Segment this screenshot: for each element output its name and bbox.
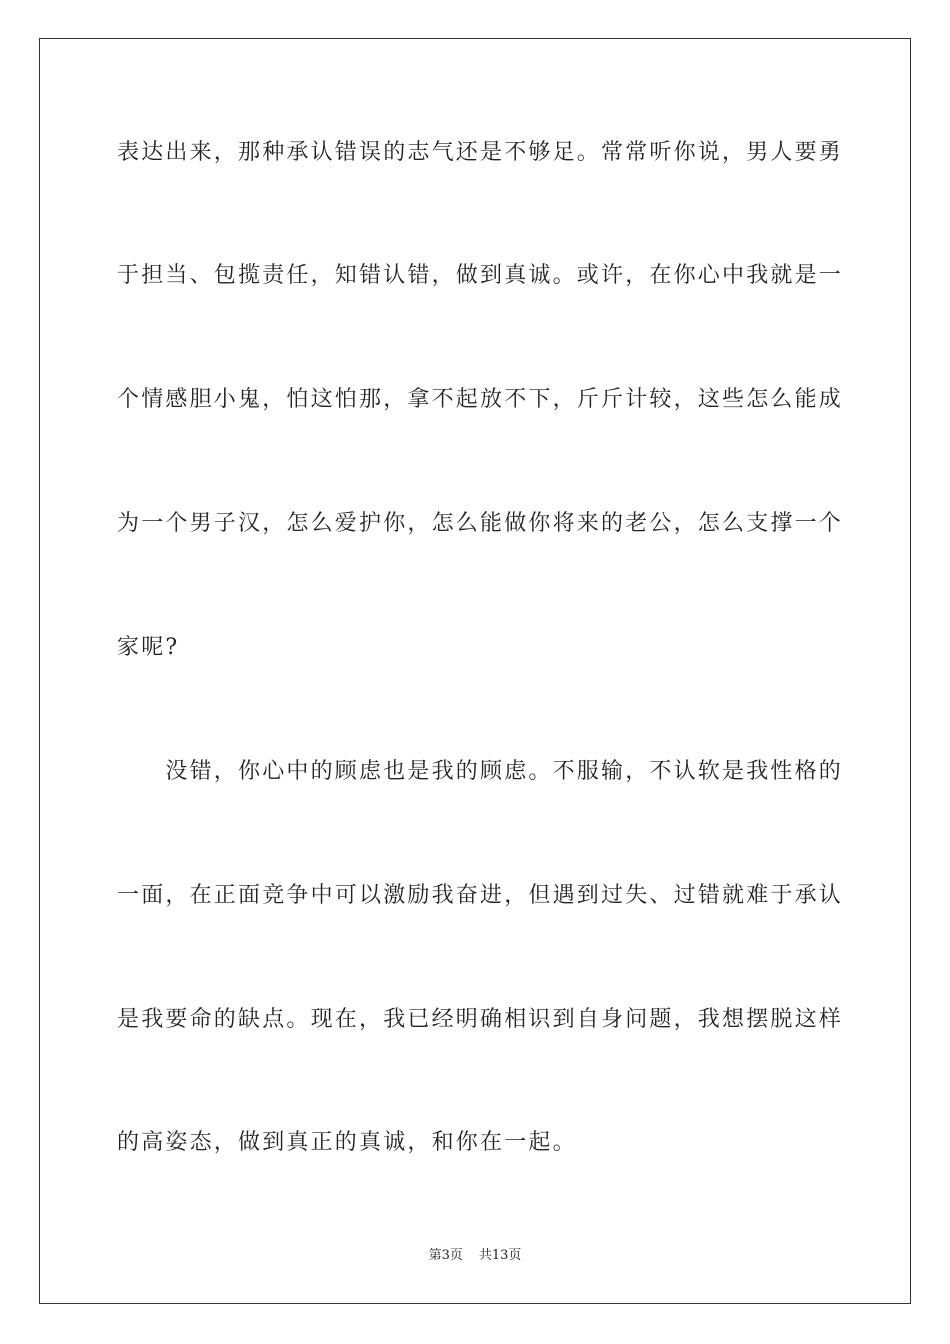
text-line-3: 个情感胆小鬼，怕这怕那，拿不起放不下，斤斤计较，这些怎么能成 xyxy=(117,387,844,412)
text-line-5: 家呢? xyxy=(117,635,180,660)
text-line-6: 没错，你心中的顾虑也是我的顾虑。不服输，不认软是我性格的 xyxy=(117,759,844,784)
text-line-7: 一面，在正面竞争中可以激励我奋进，但遇到过失、过错就难于承认 xyxy=(117,883,844,908)
text-line-1: 表达出来，那种承认错误的志气还是不够足。常常听你说，男人要勇 xyxy=(117,140,844,165)
text-line-2: 于担当、包揽责任，知错认错，做到真诚。或许，在你心中我就是一 xyxy=(117,263,844,288)
page-total: 共13页 xyxy=(478,1248,522,1263)
page-number: 第3页 xyxy=(428,1248,463,1263)
text-line-9: 的高姿态，做到真正的真诚，和你在一起。 xyxy=(117,1130,577,1155)
page-footer xyxy=(0,1248,950,1264)
text-line-4: 为一个男子汉，怎么爱护你，怎么能做你将来的老公，怎么支撑一个 xyxy=(117,511,844,536)
page-frame xyxy=(39,38,911,1304)
text-line-8: 是我要命的缺点。现在，我已经明确相识到自身问题，我想摆脱这样 xyxy=(117,1007,844,1032)
